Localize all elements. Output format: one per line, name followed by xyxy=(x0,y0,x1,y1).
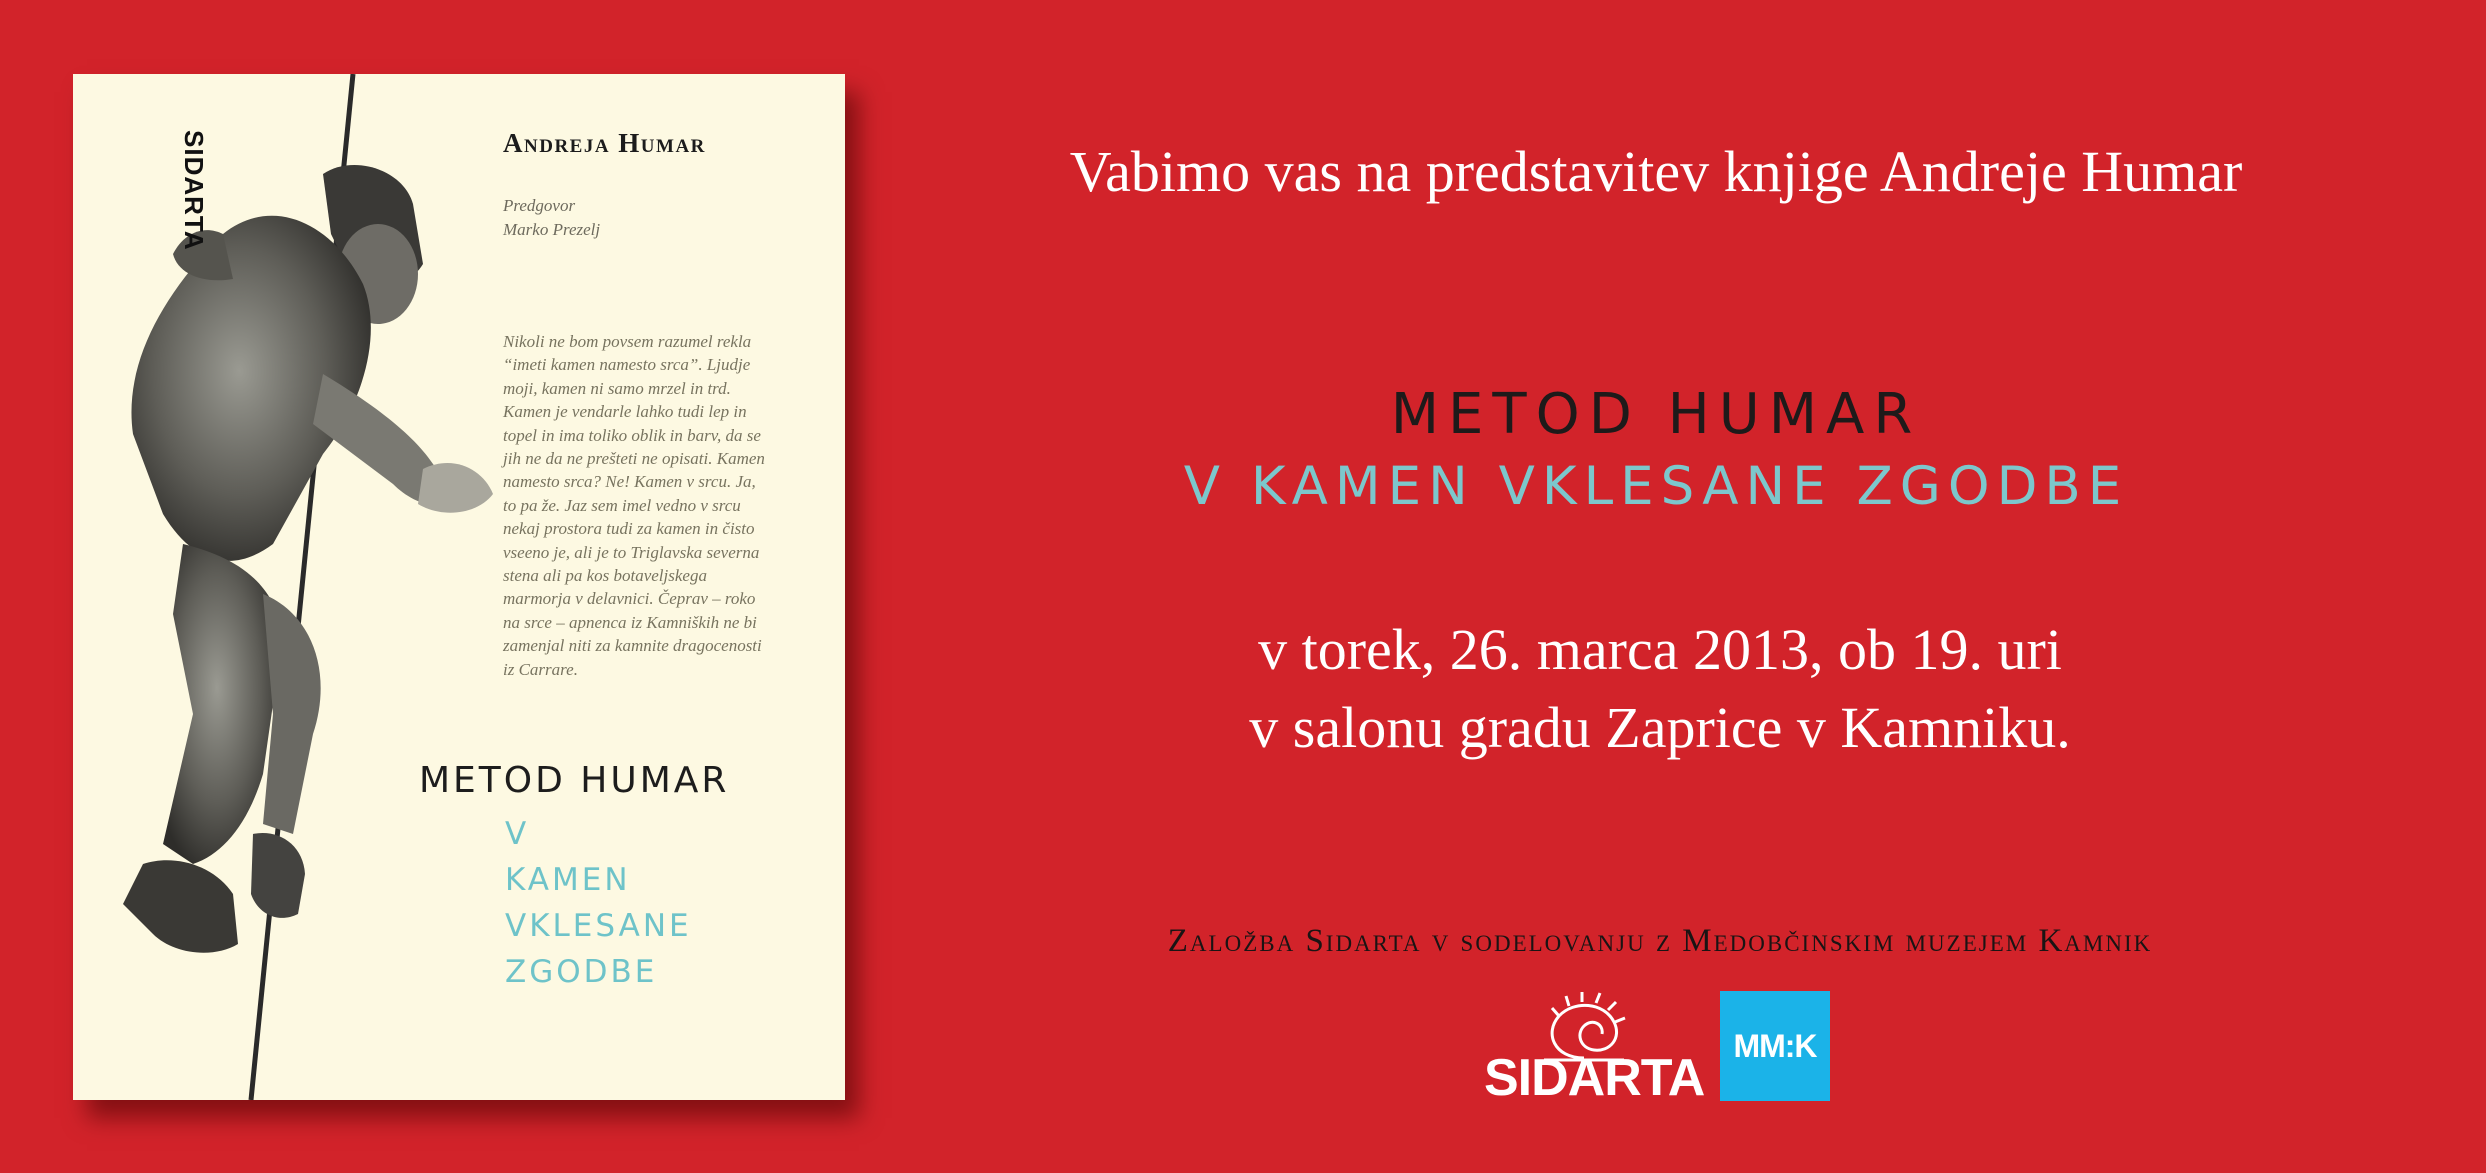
sidarta-wordmark: SIDARTA xyxy=(1484,1049,1705,1107)
book-title: METOD HUMAR xyxy=(419,760,730,801)
book-publisher: SIDARTA xyxy=(179,130,209,251)
book-subtitle-line-1: V xyxy=(505,816,530,852)
event-date-time: v torek, 26. marca 2013, ob 19. uri xyxy=(1258,617,2062,682)
book-blurb: Nikoli ne bom povsem razumel rekla “imeti kamen namesto srca”. Ljudje moji, kamen ni samo mrzel in trd. Kamen je vendarle lahko tudi lep in topel in ima toliko oblik in barv, da se jih ne da ne prešteti ne opisati. Kamen namesto srca? Ne! Kamen v srcu. Ja, to pa že. Jaz sem imel vedno v srcu nekaj prostora tudi za kamen in čisto vseeno je, ali je to Triglavska severna stena ali pa kos botaveljskega marmorja v delavnici. Čeprav – roko na srce – apnenca iz Kamniških ne bi zamenjal niti za kamnite dragocenosti iz Carrare. xyxy=(503,332,765,679)
event-subtitle: V KAMEN VKLESANE ZGODBE xyxy=(1183,456,2129,517)
mmk-logo: MM:K xyxy=(1720,991,1830,1101)
book-subtitle-line-2: KAMEN xyxy=(505,862,631,898)
book-subtitle-line-3: VKLESANE xyxy=(505,908,692,944)
book-foreword xyxy=(503,194,600,242)
book-subtitle-line-4: ZGODBE xyxy=(505,954,658,990)
event-location: v salonu gradu Zaprice v Kamniku. xyxy=(1249,695,2071,760)
foreword-author: Marko Prezelj xyxy=(503,220,601,239)
book-cover xyxy=(73,74,845,1100)
foreword-label: Predgovor xyxy=(503,196,576,215)
book-author: Andreja Humar xyxy=(503,128,706,158)
organizers-line: Založba Sidarta v sodelovanju z Medobčinskim muzejem Kamnik xyxy=(1167,923,2153,959)
invite-line: Vabimo vas na predstavitev knjige Andreje Humar xyxy=(1069,139,2243,204)
sidarta-logo xyxy=(1484,988,1705,1107)
event-title: METOD HUMAR xyxy=(1390,382,1922,447)
